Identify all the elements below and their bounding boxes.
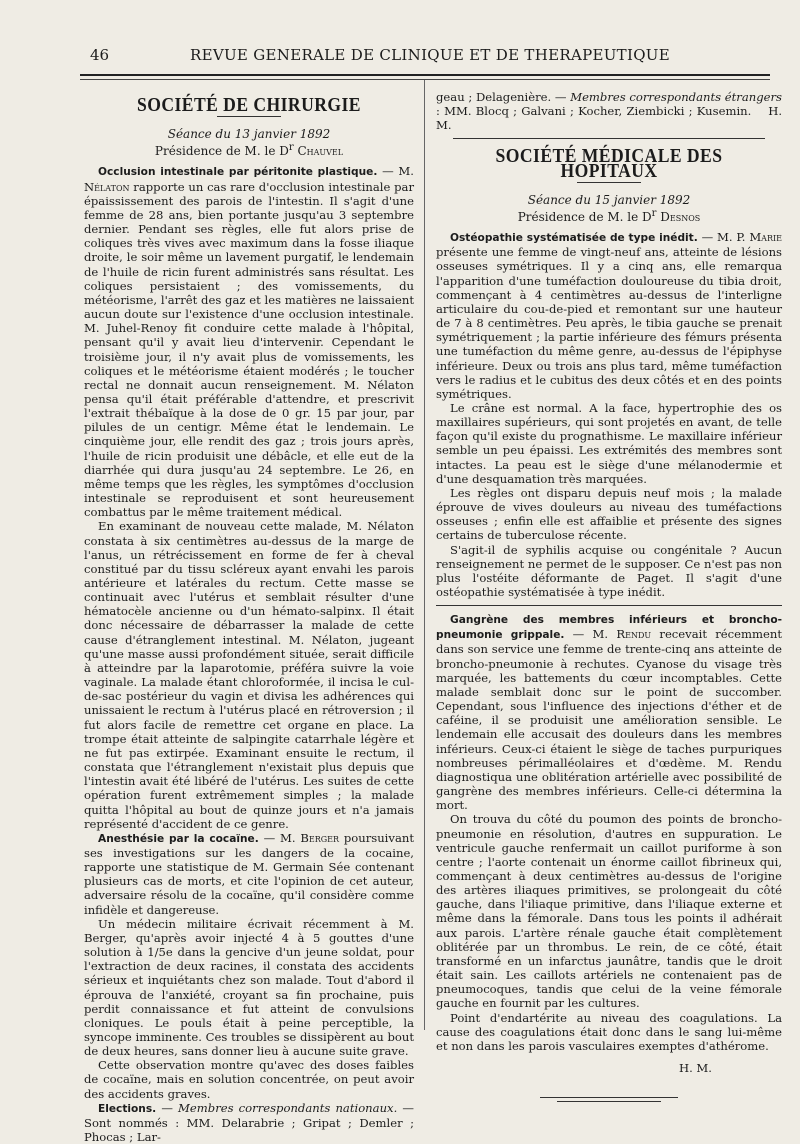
continued-paragraph — [436, 90, 782, 132]
signature: H. M. — [436, 104, 782, 133]
article-title: Anesthésie par la cocaïne. — [98, 832, 259, 845]
article-lead: — M. — [564, 627, 617, 642]
article-title: Gangrène des membres inférieurs et broncho-pneumonie grippale. — [436, 614, 782, 642]
article-title: Occlusion intestinale par péritonite plastique. — [98, 166, 378, 179]
page-number: 46 — [90, 46, 110, 64]
article-author: Marie — [749, 230, 782, 245]
article-paragraph: Les règles ont disparu depuis neuf mois ; la malade éprouve de vives douleurs au niveau des tuméfactions osseuses ; enfin elle est affaiblie et présente des signes certains de tuberculose récente. — [436, 485, 782, 543]
article-emphasis: Membres correspondants étrangers — [570, 90, 782, 104]
presidency-text: Présidence de M. le D — [517, 209, 652, 224]
article-lead: — M. — [377, 164, 414, 179]
article-text: geau ; Delagenière. — — [436, 90, 571, 104]
article-text: : MM. Blocq ; Galvani ; Kocher, Ziembicki ; Kusemin. — [436, 104, 752, 119]
article-text: recevait récemment dans son service une femme de trente-cinq ans atteinte de broncho-pneumonie à rechutes. Cyanose du visage très marquée, les battements du cœur incomptables. Cette malade semblait donc sur le point de succomber. Cependant, sous l'influence des injections d'éther et de caféine, il se produisit une amélioration sensible. Le lendemain elle accusait des douleurs dans les membres inférieurs. Ceux-ci étaient le siège de taches purpuriques nombreuses périmalléolaires et d'œdème. M. Rendu diagnostiqua une oblitération artérielle avec possibilité de gangrène des membres inférieurs. Celle-ci détermina la mort. — [436, 627, 782, 813]
right-column — [436, 90, 782, 1102]
article-paragraph: On trouva du côté du poumon des points de broncho-pneumonie en résolution, d'autres en suppuration. Le ventricule gauche renfermait un caillot puriforme à son centre ; l'aorte contenait un énorme caillot fibrineux qui, commençant à deux centimètres au-dessus de l'origine des artères iliaques primitives, se prolongeait du côté gauche, dans l'iliaque primitive, dans l'iliaque externe et même dans la fémorale. Dans tous les points il adhérait aux parois. L'artère rénale gauche était complètement oblitérée par un thrombus. Le rein, de ce côté, était transformé en un infarctus jaunâtre, tandis que le droit était sain. Les caillots artériels ne contenaient pas de pneumocoques, tandis que celui de la veine fémorale gauche en fournit par les cultures. — [436, 812, 782, 1011]
end-rule — [540, 1097, 678, 1098]
article-author: Nélaton — [84, 179, 130, 194]
title-rule — [577, 182, 641, 183]
left-column — [84, 88, 414, 1144]
article-author: Berger — [300, 830, 340, 845]
article-text: poursuivant ses investigations sur les dangers de la cocaine, rapporte une statistique de M. Germain Sée contenant plusieurs cas de morts, et cite l'opinion de cet auteur, adversaire résolu de la cocaïne, qu'il considère comme infidèle et dangereuse. — [84, 830, 414, 917]
header-rule — [80, 74, 770, 76]
article-paragraph — [436, 230, 782, 401]
article-paragraph: Le crâne est normal. A la face, hypertrophie des os maxillaires supérieurs, qui sont projetés en avant, de telle façon qu'il existe du prognathisme. Le maxillaire inférieur semble un peu épaissi. Les extrémités des membres sont intactes. La peau est le siège d'une mélanodermie et d'une desquamation très marquées. — [436, 400, 782, 486]
article-paragraph — [436, 612, 782, 812]
article-text: — Sont nommés : MM. Delarabrie ; Gripat ; Demler ; Phocas ; Lar- — [84, 1100, 414, 1144]
signature: H. M. — [678, 1061, 712, 1075]
article-lead: — M. — [258, 830, 301, 845]
president-name: Desnos — [660, 209, 701, 224]
presidency — [84, 141, 414, 158]
article-paragraph: Cette observation montre qu'avec des doses faibles de cocaïne, mais en solution concentrée, on peut avoir des accidents graves. — [84, 1058, 414, 1101]
column-divider — [424, 80, 425, 1030]
article-text: rapporte un cas rare d'occlusion intestinale par épaississement des parois de l'intestin. Il s'agit d'une femme de 28 ans, bien portante jusqu'au 3 septembre dernier. Pendant ses règles, elle fut alors prise de coliques très vives avec maximum dans la fosse iliaque droite, le soir même un lavement purgatif, le lendemain de l'huile de ricin furent administrés sans résultat. Les coliques persistaient ; des vomissements, du météorisme, l'arrêt des gaz et les matières ne laissaient aucun doute sur l'existence d'une occlusion intestinale. M. Juhel-Renoy fit conduire cette malade à l'hôpital, pensant qu'il y avait lieu d'intervenir. Cependant le troisième jour, il n'y avait plus de vomissements, les coliques et le météorisme étaient modérés ; le toucher rectal ne donnait aucun renseignement. M. Nélaton pensa qu'il était préférable d'attendre, et prescrivit l'extrait thébaïque à la dose de 0 gr. 15 par jour, par pilules de un centigr. Même état le lendemain. Le cinquième jour, elle rendit des gaz ; trois jours après, l'huile de ricin produisit une débâcle, et elle eut de la diarrhée qui dura jusqu'au 24 septembre. Le 26, en même temps que les règles, les symptômes d'occlusion intestinale se reproduisent et sont heureusement combattus par le même traitement médical. — [84, 179, 414, 520]
session-date: Séance du 13 janvier 1892 — [167, 127, 331, 142]
article-paragraph — [84, 164, 414, 519]
section-title: SOCIÉTÉ MÉDICALE DES HOPITAUX — [495, 145, 723, 182]
presidency-sup: r — [651, 207, 657, 219]
article-lead: — — [156, 1100, 179, 1115]
article-title: Elections. — [98, 1102, 157, 1115]
article-rule — [436, 605, 782, 606]
article-paragraph: Point d'endartérite au niveau des coagulations. La cause des coagulations était donc dans le sang lui-même et non dans les parois vasculaires exemptes d'athérome. — [436, 1010, 782, 1053]
session-date: Séance du 15 janvier 1892 — [527, 192, 691, 207]
article-author: Rendu — [616, 627, 652, 642]
article-emphasis: Membres correspondants nationaux. — [178, 1100, 398, 1115]
presidency-text: Présidence de M. le D — [154, 144, 289, 159]
section-rule — [453, 138, 764, 139]
running-title: REVUE GENERALE DE CLINIQUE ET DE THERAPEUTIQUE — [190, 46, 670, 64]
article-title: Ostéopathie systématisée de type inédit. — [450, 232, 698, 245]
title-rule — [217, 116, 281, 117]
header-rule-thin — [80, 79, 770, 80]
section-title: SOCIÉTÉ DE CHIRURGIE — [137, 94, 361, 116]
page-header — [0, 44, 800, 66]
article-paragraph: S'agit-il de syphilis acquise ou congénitale ? Aucun renseignement ne permet de le supposer. Ce n'est pas non plus l'ostéite déformante de Paget. Il s'agit d'une ostéopathie systématisée à type inédit. — [436, 542, 782, 599]
president-name: Chauvel — [297, 144, 344, 159]
article-lead: — M. P. — [697, 230, 750, 245]
article-paragraph: Un médecin militaire écrivait récemment à M. Berger, qu'après avoir injecté 4 à 5 gouttes d'une solution à 1/5e dans la gencive d'un jeune soldat, pour l'extraction de deux racines, il constata des accidents sérieux et inquiétants chez son malade. Tout d'abord il éprouva de l'anxiété, croyant sa fin prochaine, puis perdit connaissance et fut atteint de convulsions cloniques. Le pouls était à peine perceptible, la syncope imminente. Ces troubles se dissipèrent au bout de deux heures, sans donner lieu à aucune suite grave. — [84, 916, 414, 1059]
article-paragraph — [84, 1101, 414, 1144]
presidency — [436, 207, 782, 224]
article-text: présente une femme de vingt-neuf ans, atteinte de lésions osseuses symétriques. Il y a cinq ans, elle remarqua l'apparition d'une tuméfaction douloureuse du tibia droit, commençant à 4 centimètres au-dessus de l'interligne articulaire du cou-de-pied et remontant sur une hauteur de 7 à 8 centimètres. Peu après, le tibia gauche se prenait symétriquement ; la partie inférieure des fémurs présenta une tuméfaction du même genre, au-dessus de l'épiphyse inférieure. Deux ou trois ans plus tard, même tuméfaction vers le radius et le cubitus des deux côtés et en des points symétriques. — [436, 245, 782, 401]
end-rule-thin — [557, 1101, 661, 1102]
article-paragraph — [84, 831, 414, 917]
article-paragraph: En examinant de nouveau cette malade, M. Nélaton constata à six centimètres au-dessus de la marge de l'anus, un rétrécissement en forme de fer à cheval constitué par du tissu scléreux ayant envahi les parois antérieure et latérales du rectum. Cette masse se continuait avec l'utérus et semblait résulter d'une hématocèle ancienne ou d'un hémato-salpinx. Il était donc nécessaire de débarrasser la malade de cette cause d'étranglement intestinal. M. Nélaton, jugeant qu'une masse aussi profondément située, serait difficile à atteindre par la laparotomie, préféra suivre la voie vaginale. La malade étant chloroformée, il incisa le cul-de-sac postérieur du vagin et divisa les adhérences qui unissaient le rectum à l'utérus placé en rétroversion ; il fut alors facile de remettre cet organe en place. La trompe était atteinte de salpingite catarrhale légère et ne fut pas extirpée. Examinant ensuite le rectum, il constata que l'étranglement n'existait plus depuis que l'intestin avait été libéré de l'utérus. Les suites de cette opération furent extrêmement simples ; la malade quitta l'hôpital au bout de quinze jours et n'a jamais représenté d'accident de ce genre. — [84, 519, 414, 831]
presidency-sup: r — [288, 142, 294, 154]
